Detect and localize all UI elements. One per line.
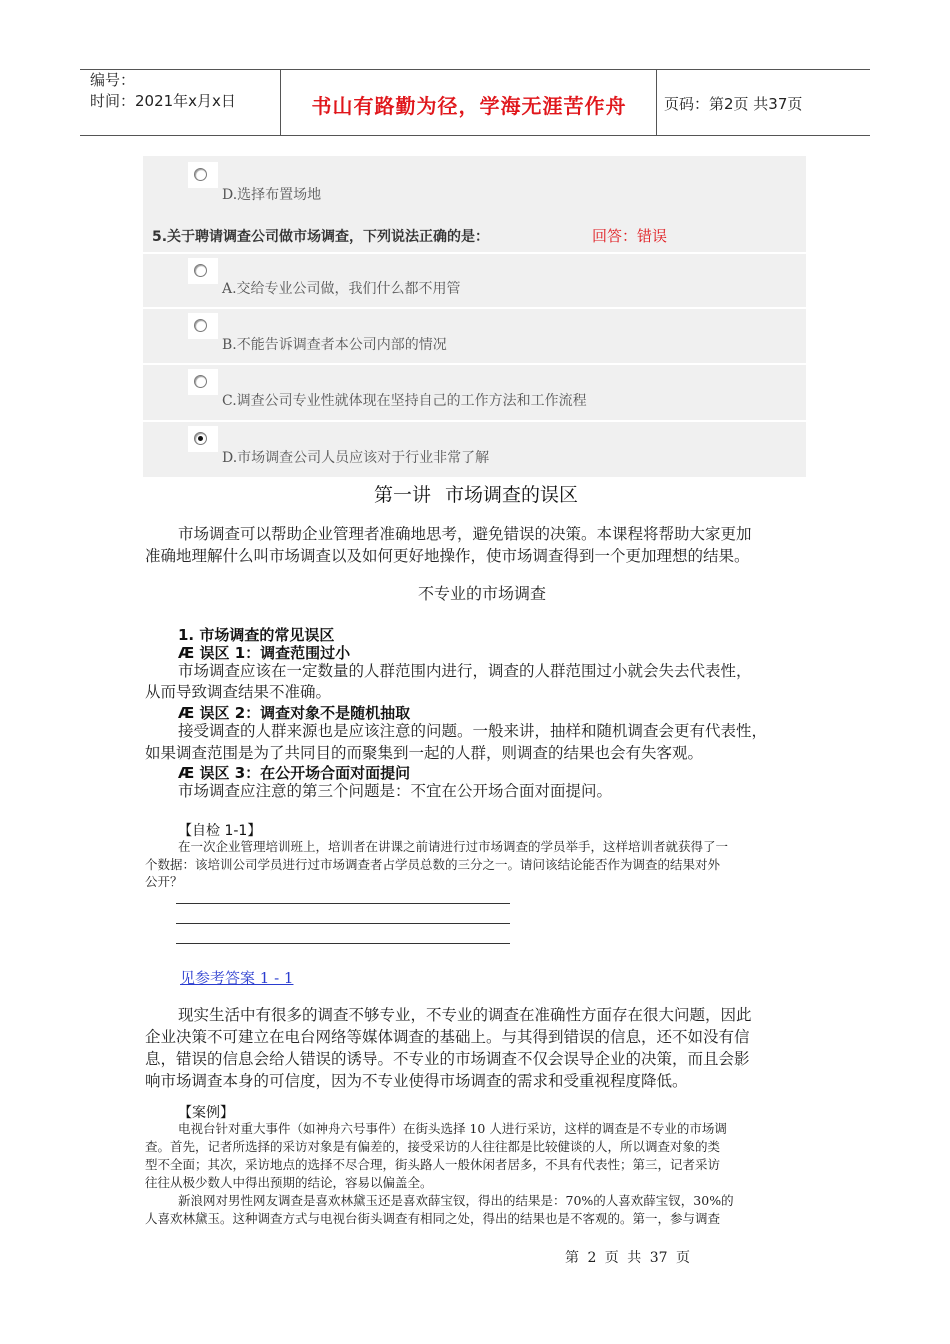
radio-selected-icon xyxy=(194,432,207,445)
radio-option-c[interactable] xyxy=(188,369,218,395)
case-line-6: 人喜欢林黛玉。这种调查方式与电视台街头调查有相同之处，得出的结果也是不客观的。第一，参与调查 xyxy=(145,1211,721,1226)
misconception-1-line-1: 市场调查应该在一定数量的人群范围内进行，调查的人群范围过小就会失去代表性， xyxy=(178,662,752,680)
option-d-text: D.市场调查公司人员应该对于行业非常了解 xyxy=(222,450,490,466)
radio-prev-d[interactable] xyxy=(188,162,218,188)
header-divider-right xyxy=(656,69,657,135)
selfcheck-line-1: 在一次企业管理培训班上，培训者在讲课之前请进行过市场调查的学员举手，这样培训者就获得了一 xyxy=(178,839,729,854)
reality-line-1: 现实生活中有很多的调查不够专业，不专业的调查在准确性方面存在很大问题，因此 xyxy=(178,1006,752,1024)
radio-circle-icon xyxy=(194,319,207,332)
misconception-1-head: Æ 误区 1：调查范围过小 xyxy=(178,644,351,662)
option-a-text: A.交给专业公司做，我们什么都不用管 xyxy=(222,281,461,297)
misconception-2-line-2: 如果调查范围是为了共同目的而聚集到一起的人群，则调查的结果也会有失客观。 xyxy=(145,744,704,762)
answer-result: 回答：错误 xyxy=(592,227,668,245)
radio-option-d[interactable] xyxy=(188,426,218,452)
radio-circle-icon xyxy=(194,264,207,277)
radio-option-a[interactable] xyxy=(188,258,218,284)
option-prev-d: D.选择布置场地 xyxy=(222,187,322,203)
selfcheck-line-3: 公开？ xyxy=(145,874,183,889)
reality-line-2: 企业决策不可建立在电台网络等媒体调查的基础上。与其得到错误的信息，还不如没有信 xyxy=(145,1028,750,1046)
quiz-row-separator xyxy=(143,363,806,365)
subsection-title: 1. 市场调查的常见误区 xyxy=(178,626,335,644)
case-line-5: 新浪网对男性网友调查是喜欢林黛玉还是喜欢薛宝钗，得出的结果是：70%的人喜欢薛宝钗，30%的 xyxy=(178,1193,734,1208)
selfcheck-line-2: 个数据：该培训公司学员进行过市场调查者占学员总数的三分之一。请问该结论能否作为调查的结果对外 xyxy=(145,857,721,872)
quiz-panel xyxy=(143,156,806,477)
header-motto: 书山有路勤为径，学海无涯苦作舟 xyxy=(311,94,627,118)
reality-line-3: 息，错误的信息会给人错误的诱导。不专业的市场调查不仅会误导企业的决策，而且会影 xyxy=(145,1050,750,1068)
case-line-3: 型不全面；其次，采访地点的选择不尽合理，街头路人一般休闲者居多，不具有代表性；第三，记者采访 xyxy=(145,1157,721,1172)
quiz-row-separator xyxy=(143,420,806,422)
radio-circle-icon xyxy=(194,168,207,181)
header-page-number: 页码：第2页 共37页 xyxy=(664,95,803,113)
misconception-3-head: Æ 误区 3：在公开场合面对面提问 xyxy=(178,764,411,782)
misconception-1-line-2: 从而导致调查结果不准确。 xyxy=(145,683,332,701)
header-time: 时间：2021年x月x日 xyxy=(90,92,236,110)
intro-line-1: 市场调查可以帮助企业管理者准确地思考，避免错误的决策。本课程将帮助大家更加 xyxy=(178,525,752,543)
header-meta xyxy=(90,70,236,112)
radio-option-b[interactable] xyxy=(188,313,218,339)
case-line-2: 查。首先，记者所选择的采访对象是有偏差的，接受采访的人往往都是比较健谈的人，所以调查对象的类 xyxy=(145,1139,721,1154)
misconception-3-line-1: 市场调查应注意的第三个问题是：不宜在公开场合面对面提问。 xyxy=(178,782,613,800)
case-title: 【案例】 xyxy=(178,1105,234,1121)
section-title: 不专业的市场调查 xyxy=(418,584,547,603)
answer-blank-line xyxy=(176,943,510,944)
case-line-1: 电视台针对重大事件（如神舟六号事件）在街头选择 10 人进行采访，这样的调查是不专业的市场调 xyxy=(178,1121,727,1136)
misconception-2-head: Æ 误区 2：调查对象不是随机抽取 xyxy=(178,704,411,722)
answer-blank-line xyxy=(176,903,510,904)
option-b-text: B.不能告诉调查者本公司内部的情况 xyxy=(222,337,447,353)
header-divider-left xyxy=(280,69,281,135)
lecture-title: 第一讲 市场调查的误区 xyxy=(374,484,579,506)
radio-circle-icon xyxy=(194,375,207,388)
header-number: 编号： xyxy=(90,71,136,89)
quiz-row-separator xyxy=(143,252,806,254)
quiz-row-separator xyxy=(143,307,806,309)
footer-page-number: 第 2 页 共 37 页 xyxy=(565,1250,690,1266)
selfcheck-title: 【自检 1-1】 xyxy=(178,823,262,839)
option-c-text: C.调查公司专业性就体现在坚持自己的工作方法和工作流程 xyxy=(222,393,587,409)
reference-answer-link[interactable]: 见参考答案 1 - 1 xyxy=(180,969,294,987)
question-title: 5.关于聘请调查公司做市场调查，下列说法正确的是： xyxy=(152,229,490,245)
reality-line-4: 响市场调查本身的可信度，因为不专业使得市场调查的需求和受重视程度降低。 xyxy=(145,1072,688,1090)
intro-line-2: 准确地理解什么叫市场调查以及如何更好地操作，使市场调查得到一个更加理想的结果。 xyxy=(145,547,750,565)
misconception-2-line-1: 接受调查的人群来源也是应该注意的问题。一般来讲，抽样和随机调查会更有代表性， xyxy=(178,722,768,740)
case-line-4: 往往从极少数人中得出预期的结论，容易以偏盖全。 xyxy=(145,1175,433,1190)
answer-blank-line xyxy=(176,923,510,924)
header-bottom-rule xyxy=(80,135,870,136)
